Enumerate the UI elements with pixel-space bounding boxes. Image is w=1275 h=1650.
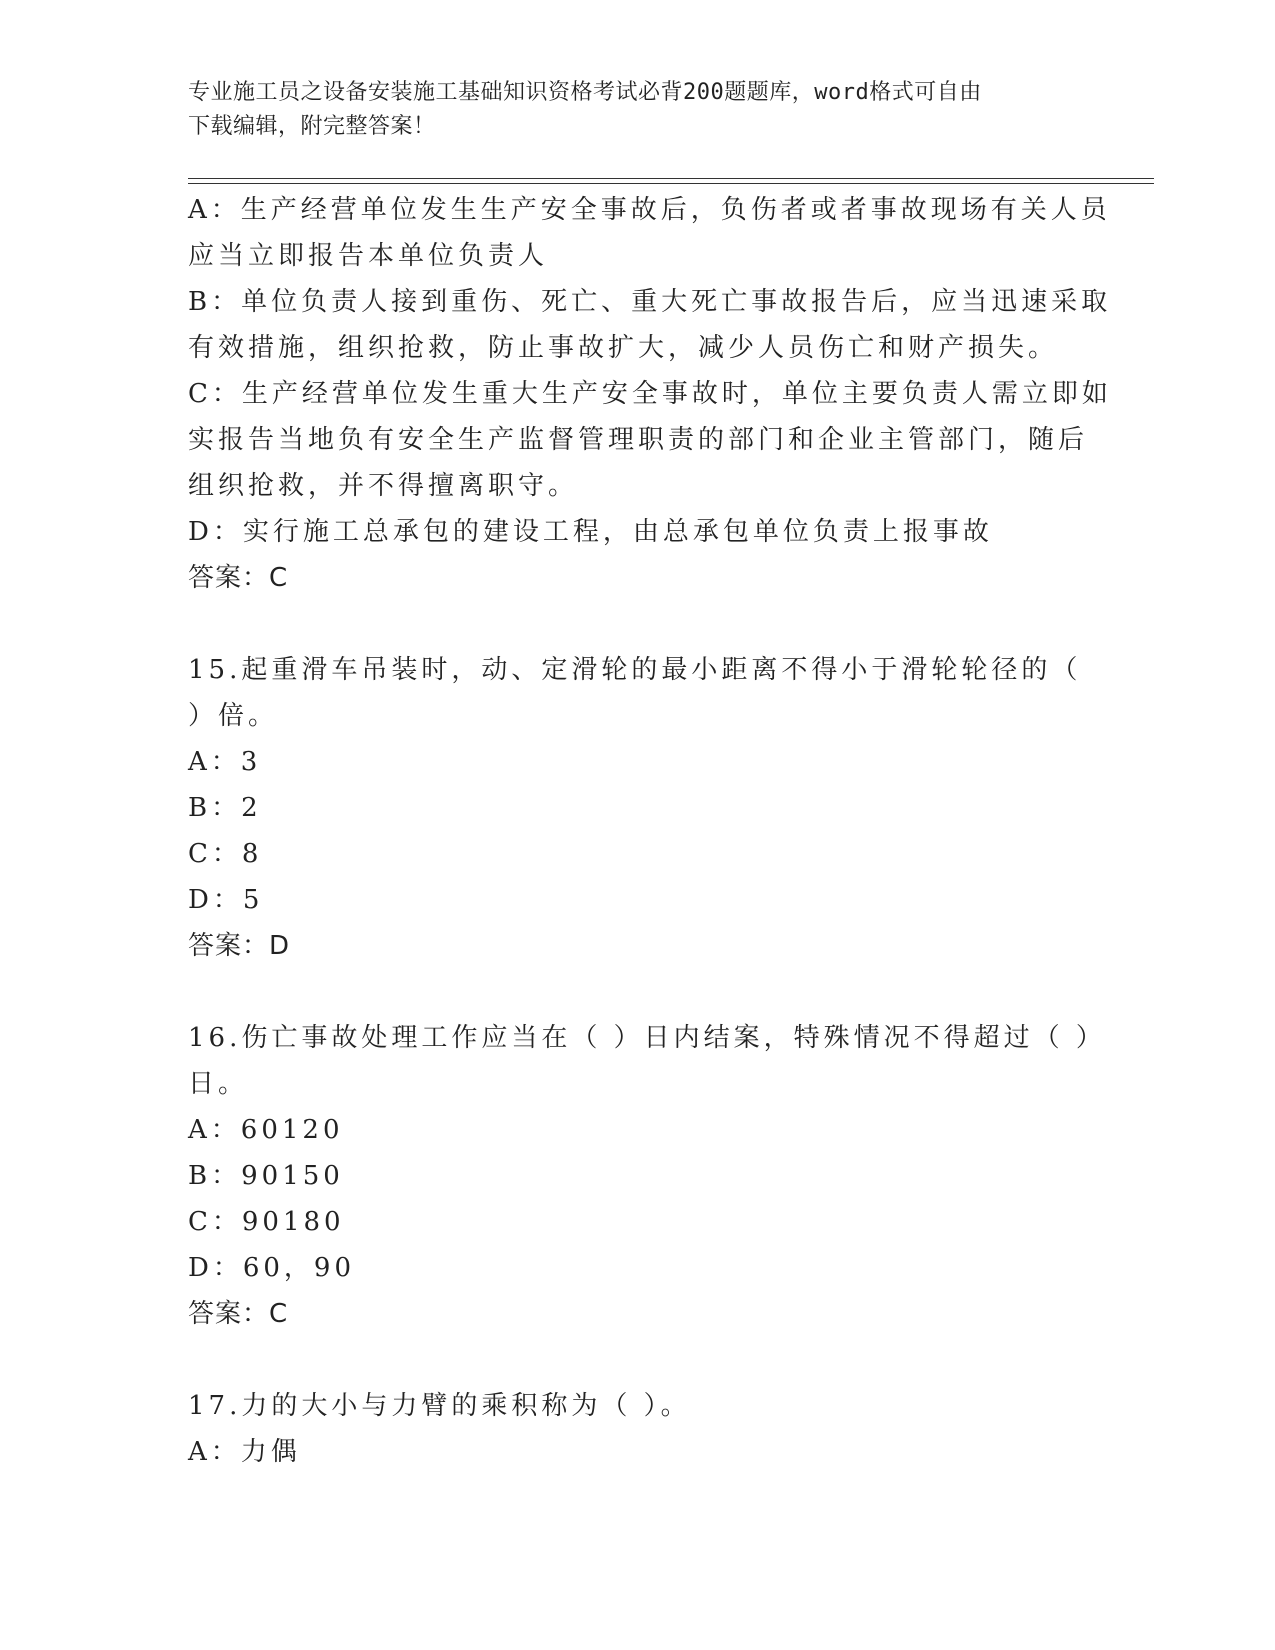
header-divider-top	[188, 178, 1154, 179]
header-line-2: 下载编辑，附完整答案！	[188, 114, 436, 139]
q14-option-c-line-1: C：生产经营单位发生重大生产安全事故时，单位主要负责人需立即如	[188, 379, 1112, 409]
q15-answer: 答案：D	[188, 931, 291, 961]
q16-question-line-1: 16.伤亡事故处理工作应当在（ ）日内结案，特殊情况不得超过（ ）	[188, 1023, 1106, 1053]
q15-option-a: A：3	[188, 747, 262, 777]
spacer	[188, 601, 1088, 647]
question-15-block	[188, 647, 1088, 969]
q16-option-a: A：60120	[188, 1115, 344, 1145]
q14-option-b-line-2: 有效措施，组织抢救，防止事故扩大，减少人员伤亡和财产损失。	[188, 333, 1059, 363]
q17-option-a: A：力偶	[188, 1437, 301, 1467]
q14-option-a-line-2: 应当立即报告本单位负责人	[188, 241, 549, 271]
q16-option-b: B：90150	[188, 1161, 344, 1191]
q15-question-line-2: ）倍。	[188, 701, 279, 731]
q14-option-c-line-2: 实报告当地负有安全生产监督管理职责的部门和企业主管部门，随后	[188, 425, 1089, 455]
q14-option-c-line-3: 组织抢救，并不得擅离职守。	[188, 471, 579, 501]
q15-question-line-1: 15.起重滑车吊装时，动、定滑轮的最小距离不得小于滑轮轮径的（	[188, 655, 1082, 685]
q16-option-d: D：60，90	[188, 1253, 356, 1283]
q15-option-b: B：2	[188, 793, 262, 823]
q16-option-c: C：90180	[188, 1207, 345, 1237]
question-content	[188, 187, 1112, 1475]
header-line-1: 专业施工员之设备安装施工基础知识资格考试必背200题题库，word格式可自由	[188, 80, 982, 105]
question-17-block	[188, 1383, 1088, 1475]
q15-option-c: C：8	[188, 839, 263, 869]
q15-option-d: D：5	[188, 885, 264, 915]
q14-option-d: D：实行施工总承包的建设工程，由总承包单位负责上报事故	[188, 517, 993, 547]
q17-question-line-1: 17.力的大小与力臂的乘积称为（ ）。	[188, 1391, 691, 1421]
question-14-block	[188, 187, 1112, 601]
spacer	[188, 1337, 1088, 1383]
document-header	[188, 76, 1088, 144]
q16-answer: 答案：C	[188, 1299, 289, 1329]
q14-option-b-line-1: B：单位负责人接到重伤、死亡、重大死亡事故报告后，应当迅速采取	[188, 287, 1112, 317]
spacer	[188, 969, 1088, 1015]
q16-question-line-2: 日。	[188, 1069, 249, 1099]
q14-answer: 答案：C	[188, 563, 289, 593]
header-divider-bottom	[188, 183, 1154, 184]
q14-option-a-line-1: A：生产经营单位发生生产安全事故后，负伤者或者事故现场有关人员	[188, 195, 1111, 225]
question-16-block	[188, 1015, 1106, 1337]
